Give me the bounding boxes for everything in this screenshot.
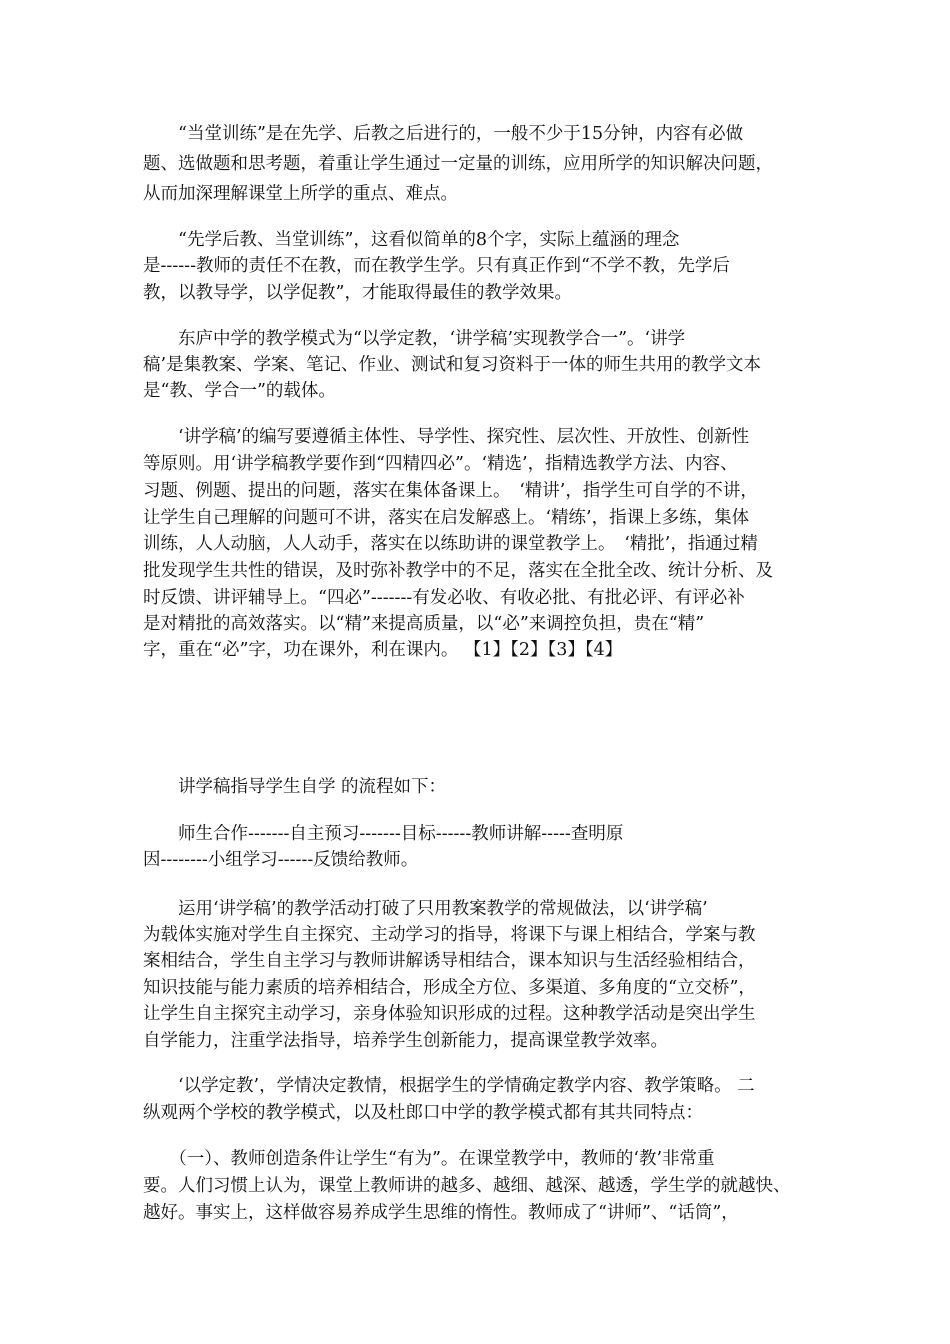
paragraph-7-line-4: 知识技能与能力素质的培养相结合，形成全方位、多渠道、多角度的“立交桥”，: [143, 978, 756, 998]
paragraph-7-line-5: 让学生自主探究主动学习，亲身体验知识形成的过程。这种教学活动是突出学生: [143, 1004, 756, 1024]
paragraph-6-line-2: 因--------小组学习------反馈给教师。: [143, 850, 419, 870]
paragraph-3-line-1: 东庐中学的教学模式为“以学定教，‘讲学稿’实现教学合一”。‘讲学: [143, 329, 686, 349]
paragraph-9-line-3: 越好。事实上，这样做容易养成学生思维的惰性。教师成了“讲师”、“话筒”，: [143, 1203, 739, 1223]
paragraph-2-line-1: “先学后教、当堂训练”，这看似简单的8个字，实际上蕴涵的理念: [143, 230, 680, 250]
paragraph-4-line-6: 批发现学生共性的错误，及时弥补教学中的不足，落实在全批全改、统计分析、及: [143, 561, 773, 581]
paragraph-8-line-1: ‘以学定教’，学情决定教情，根据学生的学情确定教学内容、教学策略。 二: [143, 1076, 755, 1096]
paragraph-4-line-9: 字，重在“必”字，功在课外，利在课内。 【1】【2】【3】【4】: [143, 640, 623, 660]
paragraph-4-line-2: 等原则。用‘讲学稿教学要作到“四精四必”。‘精选’，指精选教学方法、内容、: [143, 454, 738, 474]
paragraph-4-line-8: 是对精批的高效落实。以“精”来提高质量，以“必”来调控负担，贵在“精”: [143, 614, 705, 634]
paragraph-4-line-3: 习题、例题、提出的问题，落实在集体备课上。 ‘精讲’，指学生可自学的不讲，: [143, 481, 758, 501]
paragraph-3-line-2: 稿’是集教案、学案、笔记、作业、测试和复习资料于一体的师生共用的教学文本: [143, 355, 762, 375]
paragraph-1-line-1: “当堂训练”是在先学、后教之后进行的，一般不少于15分钟，内容有必做: [143, 124, 744, 144]
paragraph-2-line-3: 教，以教导学，以学促教”，才能取得最佳的教学效果。: [143, 283, 572, 303]
paragraph-1-line-2: 题、选做题和思考题，着重让学生通过一定量的训练，应用所学的知识解决问题，: [143, 154, 773, 174]
paragraph-7-line-3: 案相结合，学生自主学习与教师讲解诱导相结合，课本知识与生活经验相结合，: [143, 951, 756, 971]
paragraph-7-line-2: 为载体实施对学生自主探究、主动学习的指导，将课下与课上相结合，学案与教: [143, 925, 756, 945]
paragraph-9-line-1: （一）、教师创造条件让学生“有为”。在课堂教学中，教师的‘教’非常重: [143, 1149, 715, 1169]
paragraph-1-line-3: 从而加深理解课堂上所学的重点、难点。: [143, 184, 458, 204]
paragraph-2-line-2: 是------教师的责任不在教，而在教学生学。只有真正作到“不学不教，先学后: [143, 256, 730, 276]
paragraph-4-line-1: ‘讲学稿’的编写要遵循主体性、导学性、探究性、层次性、开放性、创新性: [143, 427, 750, 447]
paragraph-5-line-1: 讲学稿指导学生自学 的流程如下：: [143, 777, 447, 797]
paragraph-4-line-4: 让学生自己理解的问题可不讲，落实在启发解惑上。‘精练’，指课上多练，集体: [143, 508, 750, 528]
paragraph-3-line-3: 是“教、学合一”的载体。: [143, 381, 336, 401]
paragraph-4-line-5: 训练，人人动脑，人人动手，落实在以练助讲的课堂教学上。 ‘精批’，指通过精: [143, 534, 758, 554]
paragraph-7-line-1: 运用‘讲学稿’的教学活动打破了只用教案教学的常规做法，以‘讲学稿’: [143, 899, 708, 919]
paragraph-6-line-1: 师生合作-------自主预习-------目标------教师讲解-----查明原: [143, 824, 624, 844]
paragraph-4-line-7: 时反馈、讲评辅导上。“四必”-------有发必收、有收必批、有批必评、有评必补: [143, 588, 745, 608]
paragraph-8-line-2: 纵观两个学校的教学模式，以及杜郎口中学的教学模式都有其共同特点：: [143, 1103, 703, 1123]
paragraph-7-line-6: 自学能力，注重学法指导，培养学生创新能力，提高课堂教学效率。: [143, 1031, 668, 1051]
paragraph-9-line-2: 要。人们习惯上认为，课堂上教师讲的越多、越细、越深、越透，学生学的就越快、: [143, 1176, 791, 1196]
